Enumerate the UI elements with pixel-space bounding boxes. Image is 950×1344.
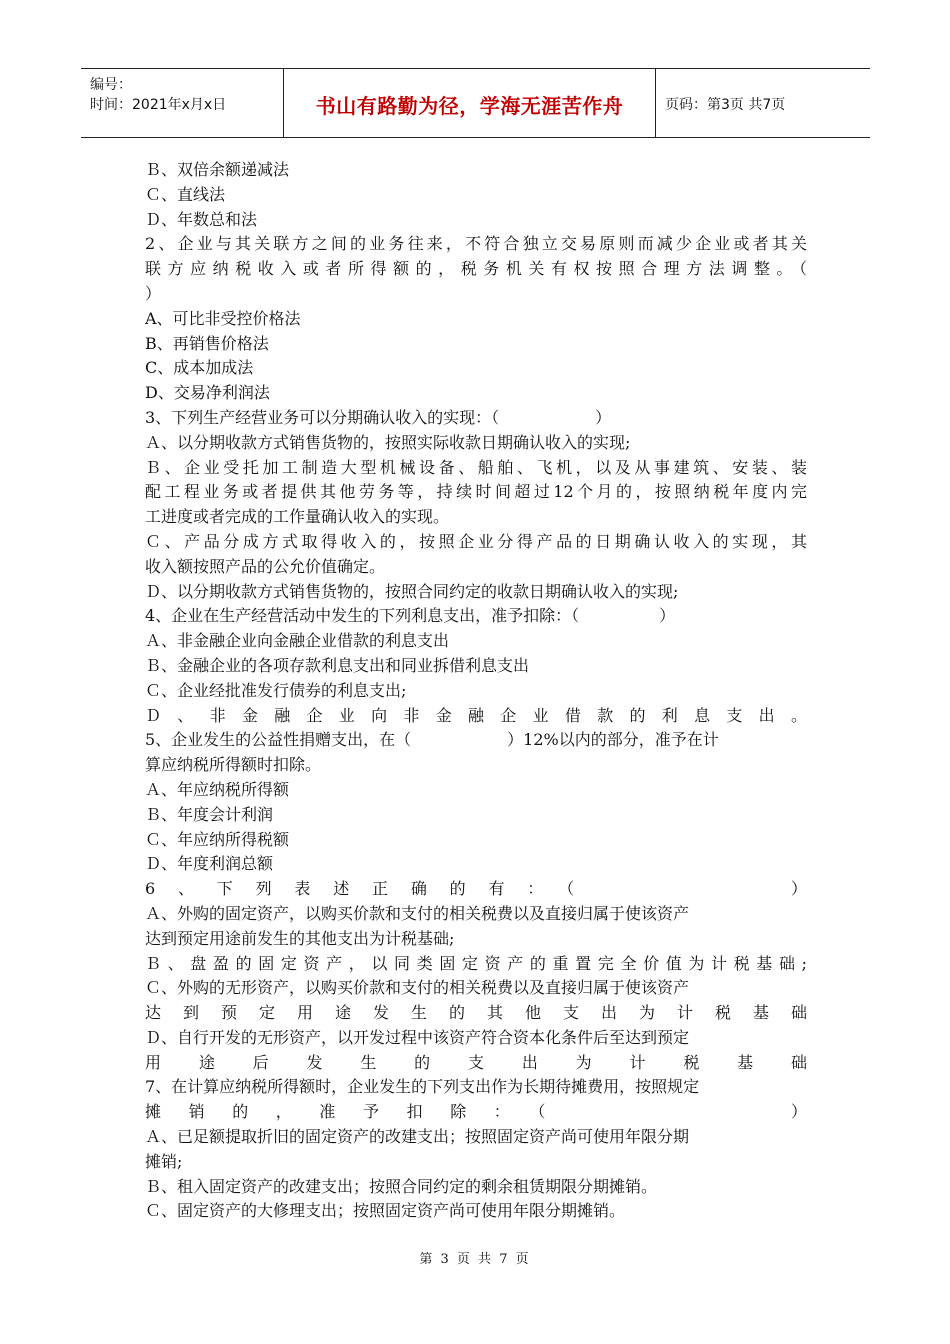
text-line: Ａ、已足额提取折旧的固定资产的改建支出；按照固定资产尚可使用年限分期 bbox=[145, 1127, 690, 1147]
text-line: Ｄ、年数总和法 bbox=[145, 209, 258, 229]
text-line: 算应纳税所得额时扣除。 bbox=[145, 755, 322, 775]
text-line: Ｃ、直线法 bbox=[145, 184, 226, 204]
text-line: C、成本加成法 bbox=[145, 358, 254, 378]
page-footer: 第 3 页 共 7 页 bbox=[419, 1252, 531, 1267]
text-line: Ｄ、以分期收款方式销售货物的，按照合同约定的收款日期确认收入的实现; bbox=[145, 581, 679, 601]
header-page-number: 页码：第3页 共7页 bbox=[665, 97, 786, 113]
text-line: 7、在计算应纳税所得额时，企业发生的下列支出作为长期待摊费用，按照规定 bbox=[145, 1077, 700, 1097]
text-line: Ａ、以分期收款方式销售货物的，按照实际收款日期确认收入的实现; bbox=[145, 432, 631, 452]
header-motto: 书山有路勤为径，学海无涯苦作舟 bbox=[315, 94, 624, 118]
text-line: Ｂ、双倍余额递减法 bbox=[145, 160, 290, 179]
text-line: 摊销; bbox=[145, 1151, 183, 1171]
text-line: 6、下列表述正确的有：（ ） bbox=[145, 879, 807, 899]
text-line: 3、下列生产经营业务可以分期确认收入的实现：（ ） bbox=[145, 407, 612, 427]
text-line: 摊销的，准予扣除：（ ） bbox=[145, 1102, 807, 1122]
text-line: 用途后发生的支出为计税基础 bbox=[145, 1052, 807, 1072]
header-motto-cell bbox=[283, 69, 656, 137]
text-line: 2、企业与其关联方之间的业务往来，不符合独立交易原则而减少企业或者其关 bbox=[145, 234, 807, 254]
text-line: 4、企业在生产经营活动中发生的下列利息支出，准予扣除：（ ） bbox=[145, 606, 676, 626]
text-line: Ｂ、租入固定资产的改建支出；按照合同约定的剩余租赁期限分期摊销。 bbox=[145, 1176, 658, 1196]
text-line: Ｄ、年度利润总额 bbox=[145, 854, 274, 874]
document-number-label: 编号： bbox=[90, 77, 132, 93]
text-line: Ｃ、企业经批准发行债券的利息支出; bbox=[145, 680, 407, 700]
text-line: 5、企业发生的公益性捐赠支出，在（ ）12%以内的部分，准予在计 bbox=[145, 730, 719, 750]
text-line: 收入额按照产品的公允价值确定。 bbox=[145, 556, 386, 576]
text-line: Ａ、外购的固定资产，以购买价款和支付的相关税费以及直接归属于使该资产 bbox=[145, 903, 690, 923]
text-line: 工进度或者完成的工作量确认收入的实现。 bbox=[145, 507, 450, 527]
text-line: Ｂ、企业受托加工制造大型机械设备、船舶、飞机，以及从事建筑、安装、装 bbox=[145, 457, 807, 477]
text-line: ） bbox=[145, 283, 162, 303]
text-line: 达到预定用途前发生的其他支出为计税基础; bbox=[145, 928, 455, 948]
header-page-cell bbox=[655, 69, 870, 137]
text-line: Ｂ、年度会计利润 bbox=[145, 804, 274, 824]
text-line: 联方应纳税收入或者所得额的，税务机关有权按照合理方法调整。（ bbox=[145, 259, 807, 279]
header-meta bbox=[81, 69, 283, 137]
text-line: B、再销售价格法 bbox=[145, 333, 269, 353]
text-line: Ａ、非金融企业向金融企业借款的利息支出 bbox=[145, 631, 450, 651]
text-line: Ｄ、非金融企业向非金融企业借款的利息支出。 bbox=[145, 705, 807, 725]
text-line: Ａ、年应纳税所得额 bbox=[145, 779, 290, 799]
text-line: A、可比非受控价格法 bbox=[145, 308, 301, 328]
document-date-label: 时间：2021年x月x日 bbox=[90, 97, 227, 113]
text-line: Ｄ、自行开发的无形资产，以开发过程中该资产符合资本化条件后至达到预定 bbox=[145, 1027, 690, 1047]
text-line: 配工程业务或者提供其他劳务等，持续时间超过12个月的，按照纳税年度内完 bbox=[145, 482, 807, 502]
text-line: Ｂ、盘盈的固定资产，以同类固定资产的重置完全价值为计税基础; bbox=[145, 953, 807, 973]
document-body bbox=[145, 158, 807, 1224]
text-line: Ｂ、金融企业的各项存款利息支出和同业拆借利息支出 bbox=[145, 655, 530, 675]
text-line: 达到预定用途发生的其他支出为计税基础 bbox=[145, 1003, 807, 1023]
text-line: Ｃ、年应纳所得税额 bbox=[145, 829, 290, 849]
text-line: D、交易净利润法 bbox=[145, 383, 270, 403]
page-header bbox=[81, 68, 870, 138]
text-line: Ｃ、产品分成方式取得收入的，按照企业分得产品的日期确认收入的实现，其 bbox=[145, 531, 807, 551]
text-line: Ｃ、外购的无形资产，以购买价款和支付的相关税费以及直接归属于使该资产 bbox=[145, 978, 690, 998]
text-line: Ｃ、固定资产的大修理支出；按照固定资产尚可使用年限分期摊销。 bbox=[145, 1201, 626, 1221]
